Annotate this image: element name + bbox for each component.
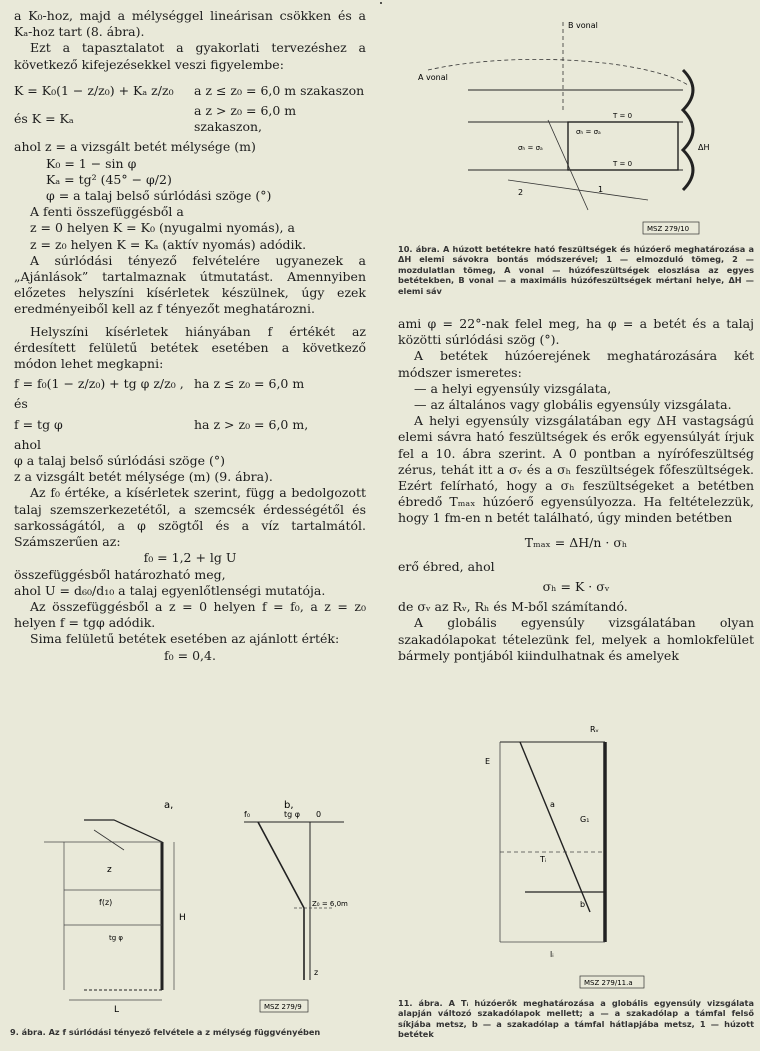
paragraph: erő ébred, ahol <box>398 558 495 574</box>
paragraph: Az f₀ értéke, a kísérletek szerint, függ a bedolgozott talaj szemszerkezetétől, a szemcsék érdességétől és sarkosságától, a φ szögtől és a víz tartalmától. Számszerűen az: <box>14 485 366 550</box>
paragraph: Ezt a tapasztalatot a gyakorlati tervezéshez a következő kifejezésekkel veszi figyelembe: <box>14 40 366 72</box>
paragraph: Az összefüggésből a z = 0 helyen f = f₀, a z = z₀ helyen f = tgφ adódik. <box>14 598 366 631</box>
failure-plane <box>520 742 590 912</box>
paragraph: ami φ = 22°-nak felel meg, ha φ = a betét és a talaj közötti súrlódási szög (°). <box>398 316 754 348</box>
paragraph: Helyszíni kísérletek hiányában f értékét az érdesített felületű betétek esetében a következő módon lehet megkapni: <box>14 323 366 372</box>
equation-condition: a z ≤ z₀ = 6,0 m szakaszon <box>194 82 365 98</box>
figure-9-caption: 9. ábra. Az f súrlódási tényező felvétele a z mélység függvényében <box>10 1027 321 1037</box>
list-item: — az általános vagy globális egyensúly vizsgálata. <box>414 397 732 413</box>
fig10-B: B vonal <box>568 21 598 30</box>
paragraph: a K₀-hoz, majd a mélységgel lineárisan csökken és a Kₐ-hoz tart (8. ábra). <box>14 8 366 40</box>
fig9-label-b: b, <box>284 800 294 811</box>
figure-10-caption: 10. ábra. A húzott betétekre ható feszültségek és húzóerő meghatározása a ΔH elemi sávokra bontás módszerével; 1 — elmozduló tömeg, 2 — mozdulatlan tömeg, A vonal — húzófeszültségek eloszlása az egyes betétekben, B vonal — a maximális húzófeszültségek mértani helye, ΔH — elemi sáv <box>398 244 754 296</box>
paragraph: ahol U = d₆₀/d₁₀ a talaj egyenlőtlenségi mutatója. <box>14 582 326 598</box>
fig11-l: lᵢ <box>550 950 554 959</box>
fig11-t: Tᵢ <box>540 855 547 864</box>
right-column <box>398 316 754 664</box>
page-mark <box>380 2 382 4</box>
left-column <box>14 8 366 664</box>
paragraph: Sima felületű betétek esetében az ajánlott érték: <box>30 631 340 647</box>
fig11-b: b <box>580 900 586 909</box>
equation-lhs: K = K₀(1 − z/z₀) + Kₐ z/z₀ <box>14 82 174 98</box>
fig9-z0: Z₀ = 6,0m <box>312 900 348 908</box>
equation: Tₘₐₓ = ΔH/n · σₕ <box>524 534 628 550</box>
paragraph: A fenti összefüggésből a <box>30 204 184 220</box>
fig11-e: E <box>485 757 491 766</box>
figure-10 <box>398 10 754 238</box>
list-item: — a helyi egyensúly vizsgálata, <box>414 380 612 396</box>
fig9-H: H <box>179 913 186 923</box>
wall-face <box>683 70 693 190</box>
equation <box>14 103 366 135</box>
equation: f₀ = 0,4. <box>164 647 216 663</box>
definition: ahol <box>14 436 42 452</box>
paragraph: z = z₀ helyen K = Kₐ (aktív nyomás) adódik. <box>30 236 307 252</box>
equation <box>14 376 366 392</box>
fig9-tg: tg φ <box>109 934 124 942</box>
fig10-dH: ΔH <box>698 143 710 152</box>
fig10-sig2: σₕ = σₐ <box>518 144 543 152</box>
definition: φ = a talaj belső súrlódási szöge (°) <box>46 188 272 204</box>
equation: f₀ = 1,2 + lg U <box>143 550 237 566</box>
fig9-stamp: MSZ 279/9 <box>264 1003 302 1011</box>
equation-connector: és <box>14 396 28 412</box>
equation-condition: a z > z₀ = 6,0 m szakaszon, <box>194 103 297 135</box>
fig9-L: L <box>114 1005 120 1015</box>
fig10-t0b: T = 0 <box>613 160 633 168</box>
definition: K₀ = 1 − sin φ <box>46 155 137 171</box>
equation: σₕ = K · σᵥ <box>542 579 610 595</box>
equation-lhs: és K = Kₐ <box>14 111 74 127</box>
paragraph: de σᵥ az Rᵥ, Rₕ és M-ből számítandó. <box>398 599 628 615</box>
fig11-a: a <box>550 800 555 809</box>
fig9-tg-axis: tg φ <box>284 810 301 819</box>
fig10-A: A vonal <box>418 73 448 82</box>
fig9-z: z <box>107 865 112 875</box>
equation <box>14 417 366 433</box>
definition: z a vizsgált betét mélysége (m) (9. ábra). <box>14 469 273 485</box>
fig9-fz: f(z) <box>99 898 113 907</box>
fig11-g: G₁ <box>580 815 590 824</box>
paragraph: A betétek húzóerejének meghatározására két módszer ismeretes: <box>398 348 754 380</box>
fig11-rv: Rᵥ <box>590 725 599 734</box>
paragraph: A globális egyensúly vizsgálatában olyan szakadólapokat tételezünk fel, melyek a homlokfelület bármely pontjából kiindulhatnak és amelyek <box>398 615 754 663</box>
fig10-stamp: MSZ 279/10 <box>647 225 690 233</box>
definition: φ a talaj belső súrlódási szöge (°) <box>14 453 225 469</box>
paragraph: A súrlódási tényező felvételére ugyanezek a „Ajánlások” tartalmaznak útmutatást. Amennyiben előzetes helyszíni kísérletek készülnek, úgy ezek eredményeiből kell az f tényezőt meghatározni. <box>14 252 366 317</box>
fig10-1: 1 <box>598 185 604 194</box>
paragraph: z = 0 helyen K = K₀ (nyugalmi nyomás), a <box>30 220 295 236</box>
fig10-t0a: T = 0 <box>613 112 633 120</box>
paragraph: összefüggésből határozható meg, <box>14 566 226 582</box>
fig10-sig: σₕ = σₐ <box>576 128 601 136</box>
equation-lhs: f = f₀(1 − z/z₀) + tg φ z/z₀ , <box>14 376 184 392</box>
figure-11-caption: 11. ábra. A Tᵢ húzóerők meghatározása a globális egyensúly vizsgálata alapján változó szakadólapok mellett; a — a szakadólap a támfal felső síkjába metsz, b — a szakadólap a támfal hátlapjába metsz, 1 — húzott betétek <box>398 998 754 1040</box>
equation-lhs: f = tg φ <box>14 416 63 432</box>
figure-9 <box>14 790 366 1045</box>
figure-11 <box>430 712 730 994</box>
equation-condition: ha z > z₀ = 6,0 m, <box>194 416 309 432</box>
fig9-f0: f₀ <box>244 810 251 819</box>
fig9-origin: 0 <box>316 810 322 819</box>
equation-condition: ha z ≤ z₀ = 6,0 m <box>194 376 305 392</box>
equation <box>14 83 366 99</box>
fig11-stamp: MSZ 279/11.a <box>584 979 633 987</box>
definition: ahol z = a vizsgált betét mélysége (m) <box>14 139 256 155</box>
fig9-label-a: a, <box>164 800 174 811</box>
fig10-2: 2 <box>518 188 524 197</box>
definition: Kₐ = tg² (45° − φ/2) <box>46 171 172 187</box>
fig9-z-axis: z <box>314 968 319 977</box>
paragraph: A helyi egyensúly vizsgálatában egy ΔH vastagságú elemi sávra ható feszültségek és erők egyensúlyát írjuk fel a 10. ábra szerint. A 0 pontban a nyírófeszültség zérus, tehát itt a σᵥ és a σₕ feszültségek főfeszültségek. Ezért felírható, hogy a σₕ feszültségeket a betétben ébredő Tₘₐₓ húzóerő egyensúlyozza. Ha feltételezzük, hogy 1 fm-en n betét található, úgy minden betétben <box>398 413 754 526</box>
